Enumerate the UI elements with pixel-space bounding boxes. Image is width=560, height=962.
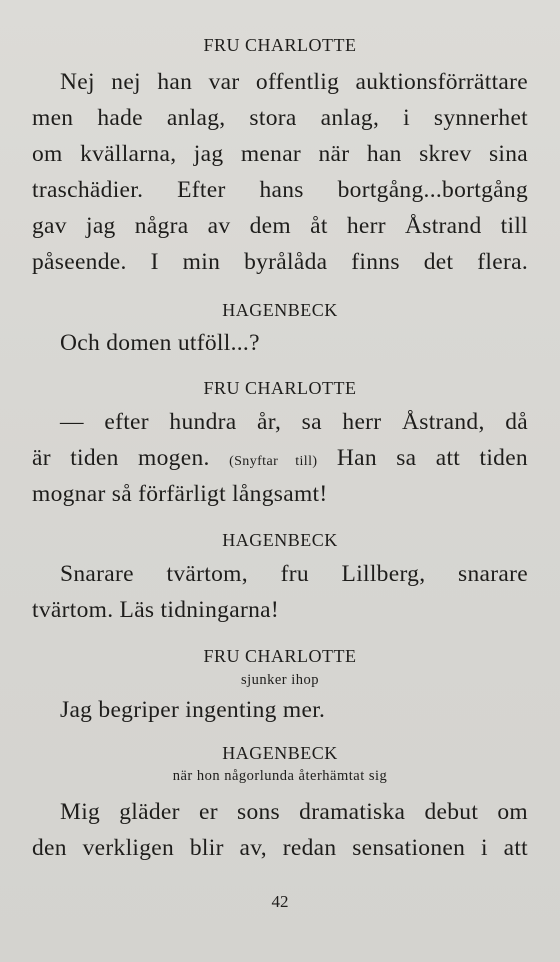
speaker-name: HAGENBECK xyxy=(222,743,338,763)
speaker-name: FRU CHARLOTTE xyxy=(203,646,357,666)
page-number: 42 xyxy=(271,892,289,911)
dialogue-line: tvärtom. Läs tidningarna! xyxy=(32,597,279,623)
speaker-name: HAGENBECK xyxy=(222,300,338,320)
dialogue-line: påseende. I min byrålåda finns det flera. xyxy=(32,249,528,275)
dialogue-text: Han sa att tiden xyxy=(336,445,528,471)
dialogue-line: Snarare tvärtom, fru Lillberg, snarare xyxy=(60,561,528,587)
speaker-name: HAGENBECK xyxy=(222,530,338,550)
dialogue-line: den verkligen blir av, redan sensationen i att xyxy=(32,835,528,861)
dialogue-line: Och domen utföll...? xyxy=(60,330,260,356)
dialogue-text: är tiden mogen. xyxy=(32,445,210,471)
dialogue-line: Jag begriper ingenting mer. xyxy=(60,697,326,723)
stage-direction-inline: (Snyftar till) xyxy=(229,454,318,469)
dialogue-line: mognar så förfärligt långsamt! xyxy=(32,481,328,507)
speaker-name: FRU CHARLOTTE xyxy=(203,35,357,55)
dialogue-line: — efter hundra år, sa herr Åstrand, då xyxy=(60,409,528,435)
dialogue-line-with-direction xyxy=(32,440,528,480)
stage-direction: sjunker ihop xyxy=(240,672,320,688)
dialogue-line: gav jag några av dem åt herr Åstrand till xyxy=(32,213,528,239)
dialogue-line: Mig gläder er sons dramatiska debut om xyxy=(60,799,528,825)
dialogue-line: men hade anlag, stora anlag, i synnerhet xyxy=(32,105,528,131)
dialogue-line: traschädier. Efter hans bortgång...bortgång xyxy=(32,177,528,203)
stage-direction: när hon någorlunda återhämtat sig xyxy=(172,768,388,784)
dialogue-line: om kvällarna, jag menar när han skrev sina xyxy=(32,141,528,167)
speaker-name: FRU CHARLOTTE xyxy=(203,378,357,398)
dialogue-line: Nej nej han var offentlig auktionsförrättare xyxy=(60,69,528,95)
